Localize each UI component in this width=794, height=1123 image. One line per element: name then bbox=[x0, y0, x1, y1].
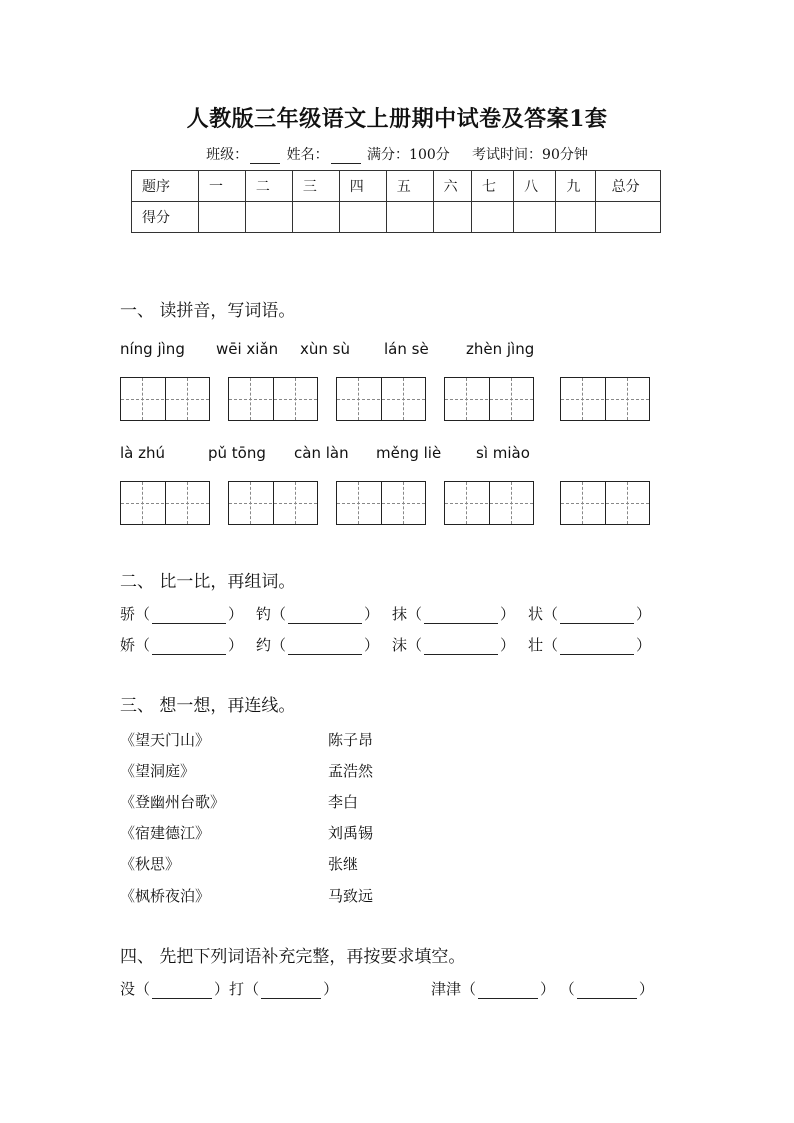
full-score: 满分：100分 bbox=[367, 147, 450, 163]
pinyin-1-1: níng jìng bbox=[120, 340, 185, 358]
writing-grid[interactable] bbox=[336, 377, 426, 421]
compare-item: 约（ ） bbox=[256, 636, 380, 654]
compare-item: 壮（ ） bbox=[528, 636, 652, 654]
answer-blank[interactable] bbox=[560, 609, 634, 624]
score-header-cell: 六 bbox=[433, 171, 471, 202]
score-cell[interactable] bbox=[595, 202, 660, 233]
class-label: 班级： bbox=[206, 147, 249, 163]
poet-name[interactable]: 李白 bbox=[328, 793, 359, 811]
score-row-label: 得分 bbox=[132, 202, 199, 233]
answer-blank[interactable] bbox=[288, 640, 362, 655]
answer-blank[interactable] bbox=[478, 984, 538, 999]
poet-name[interactable]: 马致远 bbox=[328, 887, 374, 905]
section4-title: 四、 先把下列词语补充完整，再按要求填空。 bbox=[120, 947, 466, 967]
compare-char: 钓 bbox=[256, 605, 272, 623]
compare-item: 状（ ） bbox=[528, 605, 652, 623]
idiom-item: 津津（ ） （ ） bbox=[431, 980, 654, 998]
answer-blank[interactable] bbox=[424, 640, 498, 655]
score-value-row bbox=[132, 202, 661, 233]
answer-blank[interactable] bbox=[261, 984, 321, 999]
class-blank[interactable] bbox=[250, 149, 280, 164]
compare-item: 骄（ ） bbox=[120, 605, 244, 623]
score-header-cell: 五 bbox=[386, 171, 433, 202]
writing-grid[interactable] bbox=[120, 377, 210, 421]
score-header-cell: 二 bbox=[245, 171, 292, 202]
score-header-cell: 一 bbox=[198, 171, 245, 202]
score-cell[interactable] bbox=[556, 202, 595, 233]
writing-grid[interactable] bbox=[560, 377, 650, 421]
writing-grid[interactable] bbox=[444, 377, 534, 421]
writing-grid[interactable] bbox=[228, 377, 318, 421]
compare-item: 钓（ ） bbox=[256, 605, 380, 623]
pinyin-2-3: càn làn bbox=[294, 444, 349, 462]
pinyin-1-2: wēi xiǎn bbox=[216, 340, 279, 358]
score-header-cell: 总分 bbox=[595, 171, 660, 202]
name-blank[interactable] bbox=[331, 149, 361, 164]
answer-blank[interactable] bbox=[152, 984, 212, 999]
idiom-char: 津津 bbox=[431, 980, 462, 998]
writing-grid[interactable] bbox=[560, 481, 650, 525]
answer-blank[interactable] bbox=[152, 640, 226, 655]
writing-grid[interactable] bbox=[336, 481, 426, 525]
section1-title: 一、 读拼音，写词语。 bbox=[120, 301, 296, 321]
poet-name[interactable]: 刘禹锡 bbox=[328, 824, 374, 842]
compare-item: 沫（ ） bbox=[392, 636, 516, 654]
answer-blank[interactable] bbox=[288, 609, 362, 624]
poem-title[interactable]: 《登幽州台歌》 bbox=[120, 793, 226, 811]
score-header-row bbox=[132, 171, 661, 202]
score-cell[interactable] bbox=[245, 202, 292, 233]
writing-grid[interactable] bbox=[228, 481, 318, 525]
score-table bbox=[131, 170, 661, 233]
section3-title: 三、 想一想，再连线。 bbox=[120, 696, 296, 716]
compare-char: 壮 bbox=[528, 636, 544, 654]
pinyin-1-5: zhèn jìng bbox=[466, 340, 535, 358]
answer-blank[interactable] bbox=[577, 984, 637, 999]
poem-title[interactable]: 《望天门山》 bbox=[120, 731, 211, 749]
compare-char: 骄 bbox=[120, 605, 136, 623]
idiom-char: 没 bbox=[120, 980, 136, 998]
score-cell[interactable] bbox=[386, 202, 433, 233]
score-cell[interactable] bbox=[198, 202, 245, 233]
poem-title[interactable]: 《秋思》 bbox=[120, 855, 181, 873]
compare-char: 娇 bbox=[120, 636, 136, 654]
score-header-cell: 八 bbox=[514, 171, 556, 202]
writing-grid[interactable] bbox=[444, 481, 534, 525]
answer-blank[interactable] bbox=[560, 640, 634, 655]
compare-char: 沫 bbox=[392, 636, 408, 654]
pinyin-2-4: měng liè bbox=[376, 444, 442, 462]
name-label: 姓名： bbox=[286, 147, 329, 163]
score-cell[interactable] bbox=[433, 202, 471, 233]
compare-item: 抹（ ） bbox=[392, 605, 516, 623]
score-header-cell: 三 bbox=[292, 171, 339, 202]
score-header-cell: 题序 bbox=[132, 171, 199, 202]
pinyin-2-1: là zhú bbox=[120, 444, 166, 462]
exam-info-line bbox=[0, 144, 794, 164]
exam-time: 考试时间：90分钟 bbox=[472, 147, 588, 163]
pinyin-1-3: xùn sù bbox=[300, 340, 350, 358]
score-header-cell: 九 bbox=[556, 171, 595, 202]
compare-char: 约 bbox=[256, 636, 272, 654]
compare-char: 状 bbox=[528, 605, 544, 623]
page-title: 人教版三年级语文上册期中试卷及答案1套 bbox=[186, 106, 608, 132]
score-header-cell: 四 bbox=[339, 171, 386, 202]
poet-name[interactable]: 孟浩然 bbox=[328, 762, 374, 780]
idiom-char: 打 bbox=[229, 980, 245, 998]
pinyin-2-5: sì miào bbox=[476, 444, 530, 462]
score-cell[interactable] bbox=[514, 202, 556, 233]
poem-title[interactable]: 《枫桥夜泊》 bbox=[120, 887, 211, 905]
answer-blank[interactable] bbox=[152, 609, 226, 624]
poem-title[interactable]: 《宿建德江》 bbox=[120, 824, 211, 842]
score-cell[interactable] bbox=[472, 202, 514, 233]
score-cell[interactable] bbox=[339, 202, 386, 233]
idiom-item: 没（ ）打（ ） bbox=[120, 980, 339, 998]
compare-item: 娇（ ） bbox=[120, 636, 244, 654]
poet-name[interactable]: 张继 bbox=[328, 855, 359, 873]
pinyin-1-4: lán sè bbox=[384, 340, 429, 358]
section2-title: 二、 比一比，再组词。 bbox=[120, 572, 296, 592]
pinyin-2-2: pǔ tōng bbox=[208, 444, 266, 462]
score-header-cell: 七 bbox=[472, 171, 514, 202]
poem-title[interactable]: 《望洞庭》 bbox=[120, 762, 196, 780]
answer-blank[interactable] bbox=[424, 609, 498, 624]
score-cell[interactable] bbox=[292, 202, 339, 233]
poet-name[interactable]: 陈子昂 bbox=[328, 731, 374, 749]
compare-char: 抹 bbox=[392, 605, 408, 623]
writing-grid[interactable] bbox=[120, 481, 210, 525]
